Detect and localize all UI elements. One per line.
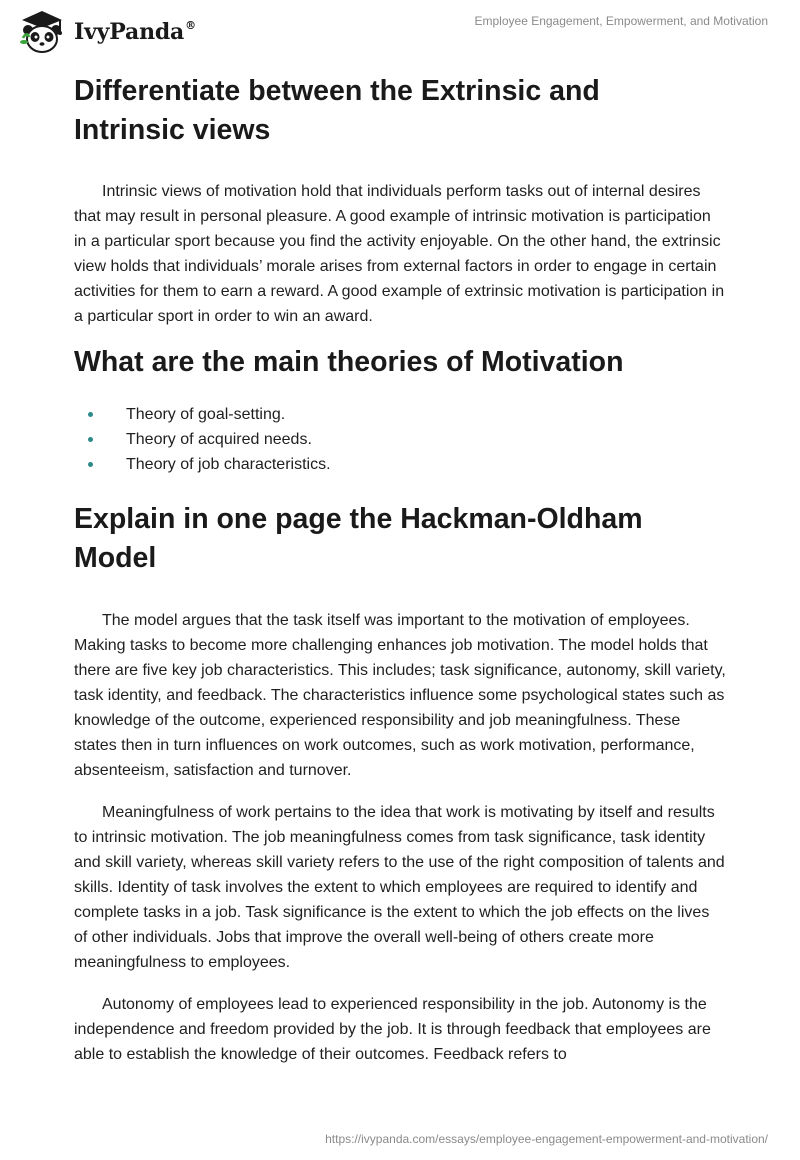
source-url[interactable]: https://ivypanda.com/essays/employee-engagement-empowerment-and-motivation/ [325,1132,768,1146]
bullet-icon [88,462,93,467]
list-item: Theory of job characteristics. [74,452,726,477]
document-title: Employee Engagement, Empowerment, and Motivation [474,14,768,28]
panda-graduate-icon [14,8,70,56]
heading-extrinsic-intrinsic: Differentiate between the Extrinsic and Intrinsic views [74,75,600,146]
theories-list [74,402,726,477]
paragraph-intrinsic-extrinsic: Intrinsic views of motivation hold that individuals perform tasks out of internal desires that may result in personal pleasure. A good example of intrinsic motivation is participation in a particular sport because you find the activity enjoyable. On the other hand, the extrinsic view holds that individuals’ morale arises from external factors in order to engage in certain activities for them to earn a reward. A good example of extrinsic motivation is participation in a particular sport in order to win an award. [74,183,725,325]
paragraph-model-overview: The model argues that the task itself was important to the motivation of employees. Making tasks to become more challenging enhances job motivation. The model holds that there are five key job characteristics. This includes; task significance, autonomy, skill variety, task identity, and feedback. The characteristics influence some psychological states such as knowledge of the outcome, experienced responsibility and job meaningfulness. These states then in turn influences on work outcomes, such as work motivation, performance, absenteeism, satisfaction and turnover. [74,612,726,779]
logo-wordmark: IvyPanda® [74,19,196,45]
heading-hackman-oldham: Explain in one page the Hackman-Oldham Model [74,503,643,574]
page-header [0,0,800,60]
list-item: Theory of acquired needs. [74,427,726,452]
heading-theories-of-motivation: What are the main theories of Motivation [74,346,624,378]
paragraph-autonomy: Autonomy of employees lead to experienced responsibility in the job. Autonomy is the independence and freedom provided by the job. It is through feedback that employees are able to establish the knowledge of their outcomes. Feedback refers to [74,996,711,1063]
article-body [74,68,726,1067]
list-item: Theory of goal-setting. [74,402,726,427]
bullet-icon [88,412,93,417]
bullet-icon [88,437,93,442]
paragraph-meaningfulness: Meaningfulness of work pertains to the idea that work is motivating by itself and results to intrinsic motivation. The job meaningfulness comes from task significance, task identity and skill variety, whereas skill variety refers to the use of the right composition of talents and skills. Identity of task involves the extent to which employees are required to identify and complete tasks in a job. Task significance is the extent to which the job effects on the lives of other individuals. Jobs that improve the overall well-being of others create more meaningfulness to employees. [74,804,725,971]
ivypanda-logo[interactable] [14,8,196,56]
